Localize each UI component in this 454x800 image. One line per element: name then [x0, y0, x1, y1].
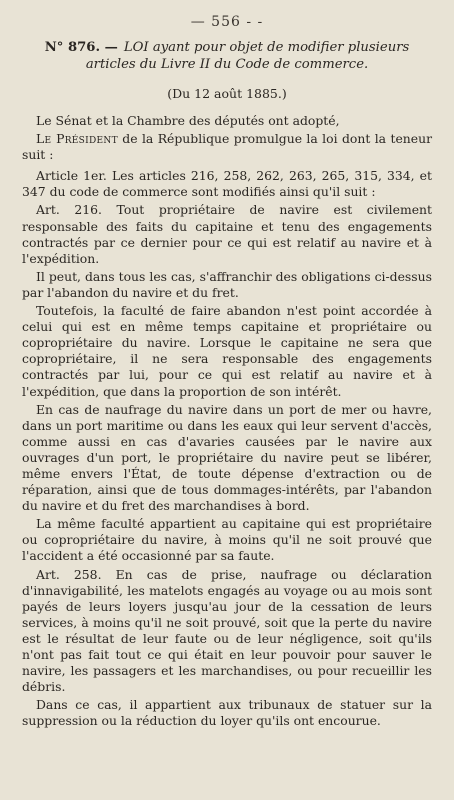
article-1: Article 1er. Les articles 216, 258, 262, 263, 265, 315, 334, et 347 du code de commerce sont modifiés ainsi qu'il suit :	[22, 168, 432, 200]
senate-adoption: Le Sénat et la Chambre des députés ont adopté,	[36, 113, 340, 128]
art-216-exception: Toutefois, la faculté de faire abandon n'est point accordée à celui qui est en même temps capitaine et propriétaire ou copropriétaire du navire. Lorsque le capitaine ne sera que copropriétaire, il ne sera responsable des engagements contractés par lui, pour ce qui est relatif au navire et à l'expédition, que dans la proportion de son intérêt.	[22, 303, 432, 399]
page-number: — 556 - -	[190, 14, 264, 30]
art-258-tribunals: Dans ce cas, il appartient aux tribunaux de statuer sur la suppression ou la réduction du loyer qu'ils ont encourue.	[22, 697, 432, 729]
president-promulgation	[22, 131, 432, 163]
art-216-abandon: Il peut, dans tous les cas, s'affranchir des obligations ci-dessus par l'abandon du navire et du fret.	[22, 268, 432, 300]
law-title	[22, 40, 432, 73]
president-text: de la République promulgue la loi dont la teneur suit :	[22, 131, 432, 163]
law-number: N° 876. —	[44, 40, 118, 55]
art-216: Art. 216. Tout propriétaire de navire est civilement responsable des faits du capitaine et tenu des engagements contractés par ce dernier pour ce qui est relatif au navire et à l'expédition.	[22, 202, 432, 266]
president-label: Le Président	[36, 131, 118, 147]
art-216-captain: La même faculté appartient au capitaine qui est propriétaire ou copropriétaire du navire, à moins qu'il ne soit prouvé que l'accident a été occasionné par sa faute.	[22, 516, 432, 564]
law-title-text: LOI ayant pour objet de modifier plusieurs articles du Livre II du Code de commerce.	[85, 40, 410, 72]
law-date: (Du 12 août 1885.)	[167, 86, 287, 101]
art-258: Art. 258. En cas de prise, naufrage ou déclaration d'innavigabilité, les matelots engagés au voyage ou au mois sont payés de leurs loyers jusqu'au jour de la cessation de leurs services, à moins qu'il ne soit prouvé, soit que la perte du navire est le résultat de leur faute ou de leur négligence, soit qu'ils n'ont pas fait tout ce qui était en leur pouvoir pour sauver le navire, les passagers et les marchandises, ou pour recueillir les débris.	[22, 566, 432, 695]
art-216-shipwreck: En cas de naufrage du navire dans un port de mer ou havre, dans un port maritime ou dans les eaux qui leur servent d'accès, comme aussi en cas d'avaries causées par le navire aux ouvrages d'un port, le propriétaire du navire peut se libérer, même envers l'État, de toute dépense d'extraction ou de réparation, ainsi que de tous dommages-intérêts, par l'abandon du navire et du fret des marchandises à bord.	[22, 401, 432, 514]
